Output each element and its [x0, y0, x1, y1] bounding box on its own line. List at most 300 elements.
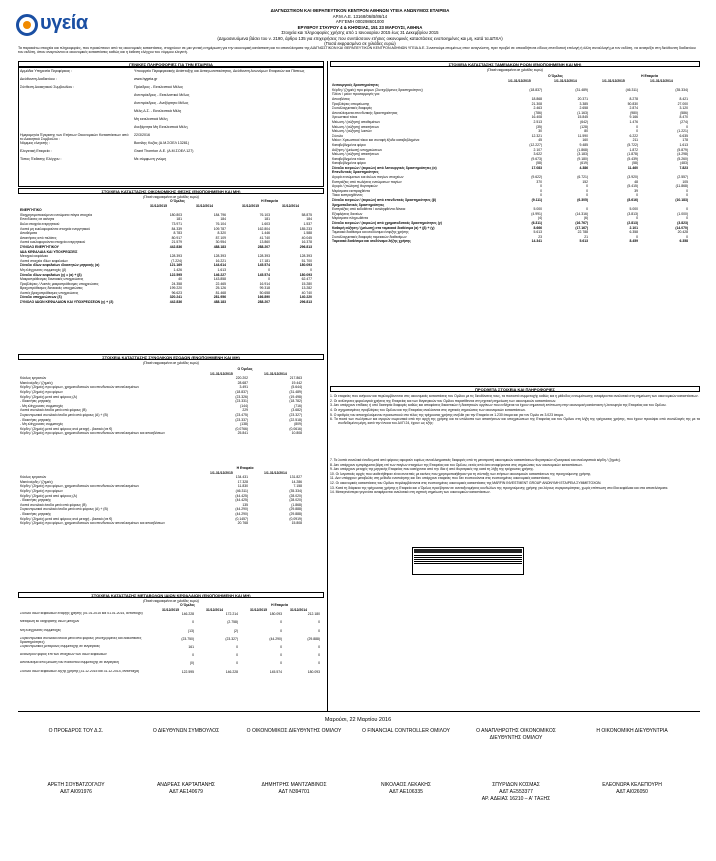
row-label: Πλέον / μείον προσαρμογές για: [332, 92, 380, 97]
cell-value: 0 [268, 267, 270, 272]
cell-value: 6.358 [679, 239, 688, 244]
cell-value: 62.477 [301, 277, 312, 282]
cell-value: (3.183) [577, 152, 588, 157]
cell-value: 5.613 [579, 239, 588, 244]
cell-value: (1.868) [577, 147, 588, 152]
cell-value: (46.311) [625, 87, 638, 92]
cell-value: 0 [310, 267, 312, 272]
cell-value: (5.644) [291, 385, 302, 390]
signatory-id: ΑΔΤ ΑΙ026050 [616, 789, 648, 795]
cell-value: 0 [268, 277, 270, 282]
cell-value: (58) [631, 161, 638, 166]
cell-value: 6.635 [679, 133, 688, 138]
col-company: Η Εταιρεία [641, 74, 658, 78]
cell-value: 109.787 [213, 226, 226, 231]
col-date: 31/12/2014 [196, 203, 213, 208]
row-label: Επενδυτικές δραστηριότητες [332, 170, 379, 175]
cell-value: 0 [636, 234, 638, 239]
cell-value: 73.971 [171, 221, 182, 226]
row-label: Ταμειακά διαθέσιμα και ισοδύναμα έναρξης χρήσης [332, 230, 409, 235]
cell-value: 0 [686, 188, 688, 193]
row-label: Συγκεντρωτικά συνολικά έσοδα μετά από φόρους (συνεχιζόμενες και διακοπείσες δραστηριότητες) [20, 636, 142, 644]
cell-value: 0 [636, 216, 638, 221]
cell-value: 184 [306, 217, 312, 222]
table-row [20, 300, 322, 305]
cell-value: 76.103 [259, 212, 270, 217]
header-address: ΕΡΥΘΡΟΥ ΣΤΑΥΡΟΥ 4 & ΚΗΦΙΣΙΑΣ, 151 23 ΜΑΡΟΥΣΙ, ΑΘΗΝΑ [297, 24, 423, 30]
cell-value: (6.721) [577, 175, 588, 180]
company-info-value: Πρόεδρος - Εκτελεστικό Μέλος [134, 85, 184, 89]
cell-value: 19.442 [291, 380, 302, 385]
cell-value: (23.326) [235, 394, 248, 399]
row-label: Βραχυπρόθεσμες δανειακές υποχρεώσεις [20, 286, 83, 291]
table-row [332, 239, 698, 244]
cell-value: (716) [294, 403, 302, 408]
cell-value: (138) [240, 422, 248, 427]
cell-value: 8.278 [629, 96, 638, 101]
cell-value: 288.207 [257, 300, 270, 305]
cell-value: (31.489) [575, 87, 588, 92]
row-label: Καταβεβλημένοι φόροι [332, 142, 366, 147]
cell-value: 296.813 [299, 300, 312, 305]
cell-value: 16.221 [215, 258, 226, 263]
cell-value: (44.290) [235, 507, 248, 512]
cell-value: 0 [192, 653, 194, 658]
row-label: Αποσβέσεις [332, 96, 350, 101]
column-divider [327, 61, 328, 711]
cell-value: (23.475) [235, 412, 248, 417]
cell-value: 96.623 [171, 290, 182, 295]
cell-value: (18.837) [235, 389, 248, 394]
cell-value: 22.788 [577, 230, 588, 235]
cell-value: (0,0919) [289, 516, 302, 521]
cell-value: (1.163) [577, 110, 588, 115]
cell-value: (3.823) [677, 221, 688, 225]
company-info-row [20, 158, 322, 166]
company-info-value: Ανεξάρτητα Μη Εκτελεστικά Μέλη [134, 125, 188, 129]
cell-value: (16.767) [575, 221, 588, 225]
cell-value: (10.183) [675, 198, 688, 203]
cell-value: 99.318 [259, 286, 270, 291]
row-label: Αποθέματα [20, 231, 38, 236]
cell-value: 0 [318, 644, 320, 649]
cell-value: 13.282 [301, 286, 312, 291]
row-label: Μερίσματα εισπραχθέντα [332, 188, 370, 193]
signatory-role: Ο ΠΡΟΕΔΡΟΣ ΤΟΥ Δ.Σ. [48, 728, 104, 734]
cell-value: (3.682) [291, 408, 302, 413]
intro-paragraph: Τα παρακάτω στοιχεία και πληροφορίες, που προκύπτουν από τις οικονομικές καταστάσεις, στοχεύουν σε μια γενική ενημέρωση για την οικονομική κατάσταση και τα αποτελέσματα της ΔΙΑΓΝΩΣΤΙΚΟΝ ΚΑΙ ΘΕΡΑΠΕΥΤΙΚΟΝ ΚΕΝΤΡΟΝ ΑΘΗΝΩΝ ΥΓΕΙΑ Α.Ε. Συνιστούμε επομένως στον αναγνώστη, πριν προβεί σε οποιαδήποτε είδους επενδυτική επιλογή ή άλλη συναλλαγή με τον εκδότη, να ανατρέξει στη διεύθυνση διαδικτύου του εκδότη, όπου αναρτώνται οι οικονομικές καταστάσεις καθώς και η έκθεση ελέγχου του νόμιμου ελεγκτή. [18, 46, 696, 55]
cell-value: 180.093 [307, 669, 320, 674]
cell-value: 145.574 [257, 272, 270, 277]
cell-value: 145.574 [269, 669, 282, 674]
equity-rows [20, 612, 322, 678]
signatory-role: Ο ΔΙΕΥΘΥΝΩΝ ΣΥΜΒΟΥΛΟΣ [152, 728, 220, 734]
cell-value: 181 [264, 217, 270, 222]
cell-value: (13) [187, 628, 194, 633]
row-label: Εισπράξεις από εκδοθέντα / αναληφθέντα δάνεια [332, 207, 406, 212]
row-label: - Ιδιοκτήτες μητρικής [20, 417, 51, 422]
row-label: Μη ελέγχουσες συμμετοχές (β) [20, 267, 67, 272]
section-comprehensive: ΣΤΟΙΧΕΙΑ ΚΑΤΑΣΤΑΣΗΣ ΣΥΝΟΛΙΚΩΝ ΕΣΟΔΩΝ (ΕΝΟΠΟΙΗΜΕΝΗ ΚΑΙ ΜΗ) [18, 354, 324, 360]
cell-value: 185.233 [299, 226, 312, 231]
cell-value: 8.320 [217, 231, 226, 236]
cell-value: 146.228 [181, 612, 194, 617]
cell-value: 5.000 [629, 207, 638, 212]
row-label: Προβλέψεις / Λοιπές μακροπρόθεσμες υποχρεώσεις [20, 281, 99, 286]
row-label: Αποτέλεσμα από μείωση του ποσοστού συμμετοχής σε θυγατρική [20, 661, 119, 665]
cell-value: (2.557) [677, 175, 688, 180]
header-law-note: (Δημοσιευόμενα βάσει του ν. 2190, άρθρο 135 για επιχειρήσεις που συντάσσουν ετήσιες οικονομικές καταστάσεις ενοποιημένες και μη, κατά τα ΔΠΧΑ) [217, 35, 503, 41]
row-label: Κύκλος εργασιών [20, 376, 47, 381]
row-label: Άυλα στοιχεία ενεργητικού [20, 221, 60, 226]
company-info-key: Τύπος Έκθεσης Ελέγχου : [20, 157, 62, 161]
row-label: Κέρδη / (Ζημιές) προ φόρων [20, 488, 63, 493]
company-info-row [20, 110, 322, 118]
signatory-id: ΑΔΤ ΑΕ106335 [389, 789, 423, 795]
cell-value: 6.358 [629, 230, 638, 235]
cell-value: 21.579 [171, 240, 182, 245]
note-item: 11. Δεν υπάρχουν μεταβολές στη μέθοδο ενοποίησης και δεν υπάρχουν εταιρείες που δεν ενοποιούνται στις ενοποιημένες οικονομικές καταστάσεις. [330, 476, 551, 481]
row-label: - Μη ελέγχουσες συμμετοχές [20, 422, 64, 427]
cell-value: 146.228 [225, 669, 238, 674]
row-label: Μείον: Χρεωστικοί τόκοι και συναφή έξοδα καταβεβλημένα [332, 138, 420, 143]
cell-value: (586) [680, 110, 688, 115]
table-row [20, 653, 322, 661]
header-period: Στοιχεία και πληροφορίες χρήσης από 1 Ιανουαρίου 2015 έως 31 Δεκεμβρίου 2015 [281, 30, 439, 35]
cell-value: 0 [686, 234, 688, 239]
cell-value: 180.803 [169, 212, 182, 217]
cell-value: (980) [630, 110, 638, 115]
row-label: Κέρδη / (Ζημιές) προ φόρων, χρηματοδοτικών και επενδυτικών αποτελεσμάτων [20, 484, 140, 489]
signatory-id: ΑΔΤ ΑΙ091976 [60, 789, 92, 795]
cell-value: (1.221) [677, 129, 688, 134]
cell-value: 160 [582, 138, 588, 143]
cell-value: 2.101 [629, 225, 638, 230]
signatory-id: ΑΔΤ ΑΕ140679 [169, 789, 203, 795]
cell-value: (23.327) [289, 412, 302, 417]
table-row [20, 645, 322, 653]
cell-value: 8.459 [629, 239, 638, 244]
company-info-value: 22/3/2016 [134, 133, 150, 137]
header-registration: ΑΡ.Μ.Α.Ε. 13168/06/Β/86/14 [332, 13, 388, 19]
cell-value: 1.613 [679, 142, 688, 147]
col-period: 1/1-31/12/2015 [210, 470, 233, 475]
cell-value: (619) [580, 161, 588, 166]
company-info-row [20, 70, 322, 78]
cell-value: (44.425) [235, 498, 248, 503]
row-label: Λοιπά συνολικά έσοδα μετά από φόρους (Β) [20, 408, 87, 413]
row-label: Μείωση / (αύξηση) λοιπών [332, 129, 372, 134]
cell-value: 0 [586, 193, 588, 198]
cell-value: (29.888) [289, 507, 302, 512]
cell-value: 0 [636, 129, 638, 134]
table-row [20, 431, 322, 436]
assets-heading: ΕΝΕΡΓΗΤΙΚΟ [20, 208, 42, 213]
cell-value: 22.465 [215, 281, 226, 286]
cell-value: 288.207 [257, 244, 270, 249]
cell-value: 144.614 [213, 263, 226, 268]
company-info-value: Grant Thornton Α.Ε. (Α.Μ.ΣΟΕΛ 127) [134, 149, 194, 153]
cell-value: 0 [280, 628, 282, 633]
cell-value: 15.280 [301, 281, 312, 286]
company-info-value: Βασίλης Καζάς (Α.Μ.ΣΟΕΛ 13281) [134, 141, 189, 145]
header-gemi: ΑΡ.ΓΕΜΗ 000298601000 [335, 19, 385, 24]
cell-value: 58.875 [301, 212, 312, 217]
cell-value: (11.868) [675, 184, 688, 189]
cashflow-table [332, 74, 698, 244]
col-period: 1/1-31/12/2014 [264, 470, 287, 475]
row-label: Κέρδη / (Ζημιές) προ φόρων, χρηματοδοτικών και επενδυτικών αποτελεσμάτων και αποσβέσεων [20, 431, 165, 436]
cell-value: 1.588 [303, 231, 312, 236]
cell-value: 8.783 [173, 231, 182, 236]
row-label: Μερίσματα πληρωθέντα [332, 216, 369, 221]
cell-value: (144) [240, 403, 248, 408]
row-label: - Ιδιοκτήτες μητρικής [20, 399, 51, 404]
company-info-key: Ελεγκτική Εταιρεία : [20, 149, 52, 153]
signatory-name: ΔΗΜΗΤΡΗΣ ΜΑΝΤΖΑΒΙΝΟΣ [261, 782, 327, 788]
row-label: Μεταβολή εκ διαχείρισης ιδίων μετοχών [20, 620, 80, 624]
cell-value: 442.836 [169, 244, 182, 249]
cell-value: 15.808 [291, 521, 302, 526]
cell-value: 1.476 [629, 119, 638, 124]
note-item: 1. Οι εταιρείες που ανήκουν και περιλαμβάνονται στις οικονομικές καταστάσεις του Ομίλου με τις διευθύνσεις τους, τα ποσοστά συμμετοχής καθώς και η μέθοδος ενσωμάτωσης αναφέρονται αναλυτικά στη σημείωση των οικονομικών καταστάσεων. [330, 394, 699, 398]
note-item: 5. Ο αριθμός του απασχολούμενου προσωπικού στο τέλος της τρέχουσας χρήσης ανήλθε για την Εταιρεία σε 1.230 άτομα και για τον Όμιλο σε 3.023 άτομα. [330, 412, 564, 417]
cell-value: 23 [538, 234, 542, 239]
cell-value: 161 [188, 644, 194, 649]
cell-value: 0 [318, 653, 320, 658]
cell-value: 128.393 [169, 254, 182, 259]
cell-value: 1.872 [629, 147, 638, 152]
col-company: Η Εταιρεία [236, 466, 254, 470]
col-date: 31/12/2014 [206, 607, 223, 612]
balance-rows-liabilities [20, 254, 322, 305]
signatory-name: ΑΝΔΡΕΑΣ ΚΑΡΤΑΠΑΝΗΣ [156, 782, 216, 788]
cell-value: 24.358 [171, 281, 182, 286]
cell-value: 162.804 [257, 226, 270, 231]
signatory-role: Η ΟΙΚΟΝΟΜΙΚΗ ΔΙΕΥΘΥΝΤΡΙΑ [596, 728, 668, 734]
hygeia-logo [16, 12, 86, 36]
row-label: Σύνολο ιδίων κεφαλαίων ιδιοκτητών μητρικής (α) [20, 263, 100, 268]
row-label: Σύνολο ιδίων κεφαλαίων έναρξης χρήσης (01.01.2015 και 01.01.2014, αντίστοιχα) [20, 612, 143, 616]
cell-value: 2.463 [533, 106, 542, 111]
cell-value: 84.339 [171, 226, 182, 231]
col-date: 31/12/2014 [282, 203, 299, 208]
cell-value: 180.093 [269, 612, 282, 617]
row-label: Συναλλαγματικές διαφορές [332, 106, 373, 111]
cell-value: 184 [220, 217, 226, 222]
cell-value: (1.878) [627, 152, 638, 157]
header-amounts: (Ποσά εκφρασμένα σε χιλιάδες ευρώ) [324, 41, 396, 46]
row-label: Κέρδη / (ζημιές) προ φόρων (Συνεχιζόμενες δραστηριότητες) [332, 87, 423, 92]
cell-value: 0 [280, 620, 282, 625]
cell-value: 181 [176, 217, 182, 222]
cell-value: 21.308 [531, 101, 542, 106]
cell-value: (9.673) [531, 156, 542, 161]
cell-value: (8.616) [627, 198, 638, 203]
note-item: 12. Οι οικονομικές καταστάσεις του Ομίλου περιλαμβάνονται στις ενοποιημένες οικονομικές καταστάσεις της MARFIN INVESTMENT GROUP ΑΝΩΝΥΜΗ ΕΤΑΙΡΕΙΑ ΣΥΜΜΕΤΟΧΩΝ. [330, 481, 602, 486]
comprehensive-company-table [20, 466, 322, 526]
col-date: 31/12/2014 [290, 607, 307, 612]
cell-value: 0 [540, 184, 542, 189]
company-info-value: Υπουργείο Περιφερειακής Ανάπτυξης και Ανταγωνιστικότητας, Διεύθυνση Ανωνύμων Εταιρειών και Πίστεως [134, 69, 305, 73]
row-label: Καταβεβλημένοι φόροι [332, 161, 366, 166]
cell-value: 128.393 [213, 254, 226, 259]
signatory-id: ΑΔΤ ΑΞ553377 [499, 789, 533, 795]
cell-value: 9.485 [579, 142, 588, 147]
cell-value: 0 [686, 124, 688, 129]
cell-value: (44.290) [235, 511, 248, 516]
cell-value: 199.220 [169, 286, 182, 291]
cell-value: 370 [536, 179, 542, 184]
cell-value: (58) [535, 161, 542, 166]
col-company: Η Εταιρεία [271, 603, 288, 607]
cell-value: (0,0616) [289, 426, 302, 431]
row-label: Σύνολο ιδίων κεφαλαίων (γ) = (α) + (β) [20, 272, 82, 277]
row-label: Μη ελέγχουσες συμμετοχές [20, 628, 62, 632]
cell-value: 87.109 [215, 235, 226, 240]
cell-value: (7.224) [171, 258, 182, 263]
cell-value: (6) [583, 216, 588, 221]
cell-value: 16.378 [301, 240, 312, 245]
col-company: Η Εταιρεία [261, 199, 278, 203]
cell-value: (6.305) [577, 198, 588, 203]
cell-value: 178 [682, 138, 688, 143]
company-info-value: Αντιπρόεδρος - Εκτελεστικό Μέλος [134, 93, 190, 97]
cell-value: 28.687 [237, 380, 248, 385]
row-label: Συγκεντρωτικά συνολικά έσοδα μετά από φόρους (Α) + (Β) [20, 507, 108, 512]
cell-value: (18.782) [289, 399, 302, 404]
row-label: Καταβεβλημένοι τόκοι [332, 156, 365, 161]
cell-value: 442.836 [169, 300, 182, 305]
cell-value: 220.202 [235, 376, 248, 381]
row-label: Λοιπά κυκλοφορούντα στοιχεία ενεργητικού [20, 240, 86, 245]
table-row [20, 670, 322, 678]
comprehensive-amounts-note: (Ποσά εκφρασμένα σε χιλιάδες ευρώ) [143, 361, 199, 365]
balance-amounts-note: (Ποσά εκφρασμένα σε χιλιάδες ευρώ) [143, 195, 199, 199]
cell-value: 0 [636, 193, 638, 198]
cell-value: 40.740 [301, 290, 312, 295]
signatory-name: ΣΠΥΡΙΔΩΝ ΚΟΣΜΑΣ [492, 782, 540, 788]
col-period: 1/1-31/12/2014 [650, 78, 673, 83]
cell-value: 1.446 [261, 231, 270, 236]
col-period: 1/1-31/12/2015 [508, 78, 531, 83]
cell-value: (35.334) [675, 87, 688, 92]
cell-value: (4) [537, 216, 542, 221]
col-date: 31/12/2015 [150, 203, 167, 208]
col-group: Ο Όμιλος [179, 603, 196, 607]
equity-amounts-note: (Ποσά εκφρασμένα σε χιλιάδες ευρώ) [143, 599, 199, 603]
cell-value: 20.428 [677, 230, 688, 235]
cell-value: (12.227) [529, 142, 542, 147]
row-label: Μικτά κέρδη / (ζημιές) [20, 380, 53, 385]
cell-value: 488.183 [213, 244, 226, 249]
cell-value: 0 [280, 644, 282, 649]
row-label: Λοιπά συνολικά έσοδα μετά από φόρους (Β) [20, 502, 87, 507]
cell-value: 15.845 [577, 115, 588, 120]
section-cashflow: ΣΤΟΙΧΕΙΑ ΚΑΤΑΣΤΑΣΗΣ ΤΑΜΕΙΑΚΩΝ ΡΟΩΝ (ΕΝΟΠΟΙΗΜΕΝΗ ΚΑΙ ΜΗ) [330, 61, 700, 67]
cell-value: (6.311) [531, 221, 542, 225]
cell-value: 30 [538, 129, 542, 134]
row-label: Συγκεντρωτικές μεταβολές συμμετοχής σε θυγατρικές [20, 644, 101, 648]
cell-value: (2.758) [227, 620, 238, 625]
cell-value: 3.491 [239, 385, 248, 390]
cell-value: 281.956 [213, 295, 226, 300]
table-row [20, 612, 322, 620]
row-label: Σύνολο εισροών / (εκροών) από χρηματοδοτικές δραστηριότητες (γ) [332, 221, 442, 225]
row-label: Κέρδη / (Ζημιές) μετά από φόρους (Α) [20, 493, 77, 498]
cell-value: 0 [236, 653, 238, 658]
company-info-row [20, 150, 322, 158]
cell-value: 211 [632, 138, 638, 143]
cell-value: 2.107 [533, 147, 542, 152]
cell-value: 0 [586, 184, 588, 189]
signatory-name: ΑΡΕΤΗ ΣΟΥΒΑΤΖΟΓΛΟΥ [47, 782, 105, 788]
cell-value: (22.518) [289, 417, 302, 422]
cell-value: 81.468 [215, 290, 226, 295]
cell-value: 122.595 [181, 669, 194, 674]
row-label: Σύνολο υποχρεώσεων (δ) [20, 295, 62, 300]
cell-value: 320.241 [169, 295, 182, 300]
row-label: Κέρδη / (Ζημιές) μετά από φόρους (Α) [20, 394, 77, 399]
row-label: Μικτά κέρδη / (ζημιές) [20, 479, 53, 484]
company-info-value: Με σύμφωνη γνώμη [134, 157, 167, 161]
cell-value: 128.393 [299, 254, 312, 259]
cell-value: (5.879) [677, 147, 688, 152]
cell-value: (274) [680, 119, 688, 124]
cell-value: 0 [280, 661, 282, 666]
cell-value: (3.920) [627, 175, 638, 180]
row-label: Μετοχικό κεφάλαιο [20, 254, 49, 259]
row-label: Εξοφλήσεις δανείων [332, 211, 363, 216]
cell-value: 39 [634, 188, 638, 193]
row-label: - Μη ελέγχουσες συμμετοχές [20, 403, 64, 408]
company-info-key: Νόμιμος ελεγκτής : [20, 141, 51, 145]
cell-value: 0 [318, 620, 320, 625]
cell-value: 6.222 [629, 133, 638, 138]
row-label: Ιδιοχρησιμοποιούμενα ενσώματα πάγια στοιχεία [20, 212, 93, 217]
cell-value: 11.460 [627, 165, 638, 170]
cell-value: 80 [584, 129, 588, 134]
row-label: Κέρδη / (Ζημιές) προ φόρων, χρηματοδοτικών και επενδυτικών αποτελεσμάτων και αποσβέσεων [20, 521, 165, 526]
cell-value: 0 [686, 207, 688, 212]
note-item: 7. Τα λοιπά συνολικά έσοδα μετά από φόρους αφορούν κυρίως συναλλαγματικές διαφορές από τη μετατροπή οικονομικών καταστάσεων θυγατρικών εξωτερικού και αναλογιστικά κέρδη / (ζημιές). [330, 457, 621, 462]
signatory-role: Ο ΑΝΑΠΛΗΡΩΤΗΣ ΟΙΚΟΝΟΜΙΚΟΣ ΔΙΕΥΘΥΝΤΗΣ ΟΜΙΛΟΥ [476, 728, 556, 741]
signatory-license: ΑΡ. ΑΔΕΙΑΣ 16210 – Α' ΤΑΞΗΣ [481, 796, 551, 802]
cell-value: (2.813) [627, 221, 638, 225]
row-label: Αγορά / (πώληση) θυγατρικών [332, 184, 378, 189]
cell-value: (44.425) [235, 493, 248, 498]
note-item: 2. Οι ανέλεγκτες φορολογικά χρήσεις της Εταιρείας και των θυγατρικών του Ομίλου παρατίθενται στη σχετική σημείωση των οικονομικών καταστάσεων. [330, 398, 557, 403]
cell-value: 1.603 [261, 221, 270, 226]
cell-value: 14.286 [291, 479, 302, 484]
col-date: 31/12/2015 [162, 607, 179, 612]
row-label: Κέρδη / (Ζημιές) προ φόρων, χρηματοδοτικών και επενδυτικών αποτελεσμάτων [20, 385, 140, 390]
signatory-id: ΑΔΤ Ν394701 [278, 789, 310, 795]
cell-value: 51.700 [301, 258, 312, 263]
cell-value: 8.470 [679, 115, 688, 120]
cell-value: (23.337) [235, 417, 248, 422]
cell-value: (0) [189, 661, 194, 666]
row-label: - Ιδιοκτήτες μητρικής [20, 498, 51, 503]
header-company-name: ΔΙΑΓΝΩΣΤΙΚΟΝ ΚΑΙ ΘΕΡΑΠΕΥΤΙΚΟΝ ΚΕΝΤΡΟΝ ΑΘΗΝΩΝ ΥΓΕΙΑ ΑΝΩΝΥΜΟΣ ΕΤΑΙΡΕΙΑ [270, 8, 450, 13]
cell-value: (128) [580, 124, 588, 129]
cell-value: 145.574 [257, 263, 270, 268]
liabilities-heading: ΙΔΙΑ ΚΕΦΑΛΑΙΑ ΚΑΙ ΥΠΟΧΡΕΩΣΕΙΣ [20, 249, 78, 254]
cell-value: 11.590 [577, 133, 588, 138]
row-label: Σύνολο ιδίων κεφαλαίων λήξης χρήσης (31.12.2015 και 31.12.2014, αντίστοιχα) [20, 669, 140, 673]
cell-value: 1.613 [217, 267, 226, 272]
cell-value: 135 [242, 502, 248, 507]
